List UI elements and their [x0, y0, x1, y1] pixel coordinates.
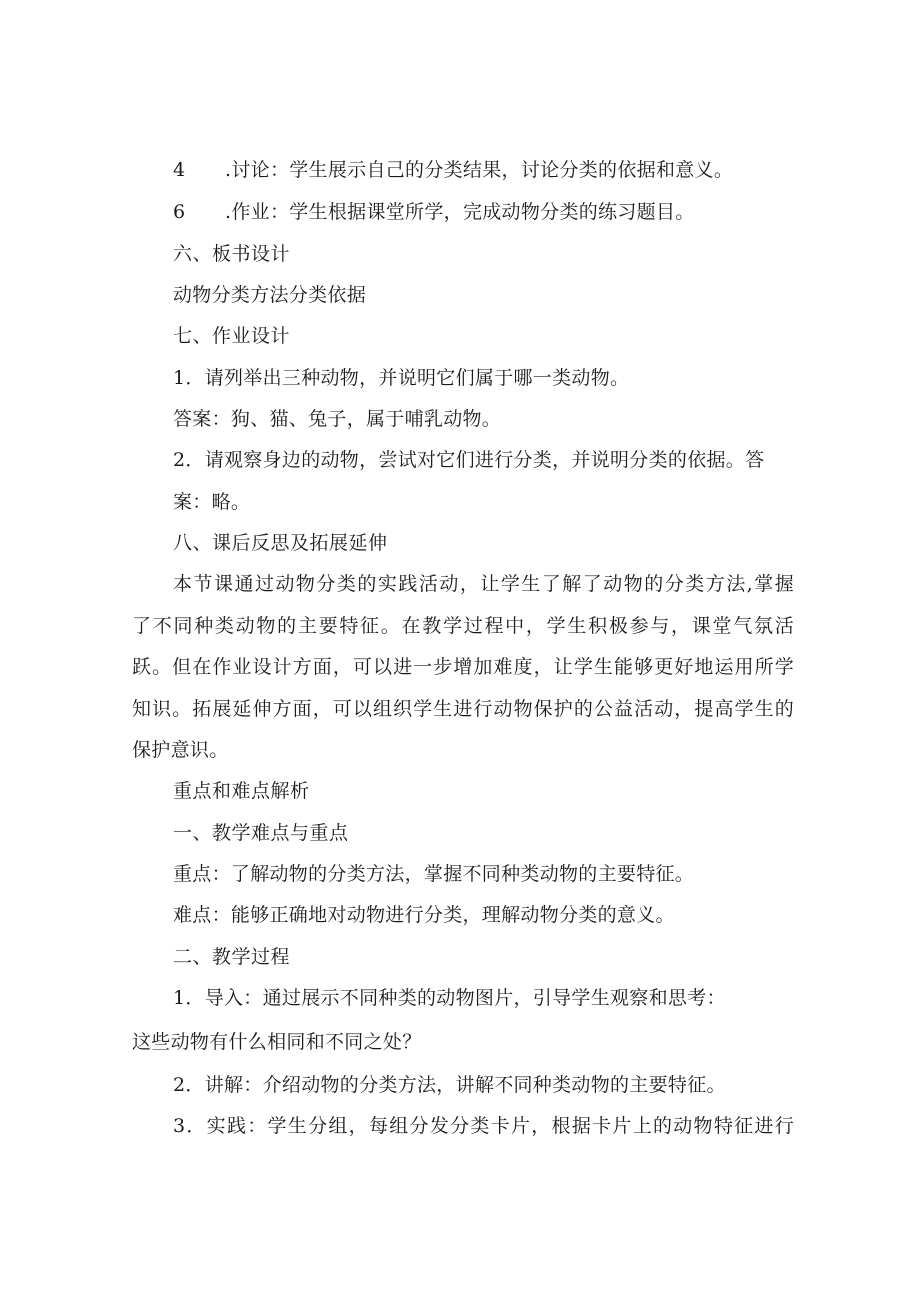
homework-answer-1: 答案：狗、猫、兔子，属于哺乳动物。 [173, 408, 502, 430]
reflection-paragraph-line-2: 了不同种类动物的主要特征。在教学过程中，学生积极参与，课堂气氛活 [132, 615, 794, 637]
homework-answer-2: 案：略。 [173, 491, 251, 513]
section-heading-board-design: 六、板书设计 [173, 243, 291, 265]
difficult-point-text: 难点：能够正确地对动物进行分类，理解动物分类的意义。 [173, 904, 675, 926]
section-heading-teaching-process: 二、教学过程 [173, 946, 291, 968]
process-step-2: 2．讲解：介绍动物的分类方法，讲解不同种类动物的主要特征。 [173, 1074, 726, 1096]
reflection-paragraph-line-5: 保护意识。 [132, 739, 229, 761]
section-heading-reflection: 八、课后反思及拓展延伸 [173, 532, 388, 554]
section-heading-homework-design: 七、作业设计 [173, 325, 291, 347]
step-text: .讨论：学生展示自己的分类结果，讨论分类的依据和意义。 [225, 159, 734, 181]
step-4-discussion [173, 158, 733, 182]
step-text: .作业：学生根据课堂所学，完成动物分类的练习题目。 [225, 201, 695, 223]
reflection-paragraph-line-1: 本节课通过动物分类的实践活动，让学生了解了动物的分类方法,掌握 [173, 573, 794, 595]
process-step-1: 1．导入：通过展示不同种类的动物图片，引导学生观察和思考： [173, 987, 726, 1009]
board-design-text: 动物分类方法分类依据 [173, 284, 367, 306]
reflection-paragraph-line-4: 知识。拓展延伸方面，可以组织学生进行动物保护的公益活动，提高学生的 [132, 698, 794, 720]
key-point-text: 重点：了解动物的分类方法，掌握不同种类动物的主要特征。 [173, 863, 695, 885]
step-number: 4 [173, 159, 186, 181]
homework-question-1: 1．请列举出三种动物，并说明它们属于哪一类动物。 [173, 367, 630, 389]
section-heading-teaching-difficulties: 一、教学难点与重点 [173, 822, 349, 844]
section-heading-key-difficult-analysis: 重点和难点解析 [173, 780, 310, 802]
process-step-1-continued: 这些动物有什么相同和不同之处？ [132, 1031, 422, 1053]
reflection-paragraph-line-3: 跃。但在作业设计方面，可以进一步增加难度，让学生能够更好地运用所学 [132, 656, 794, 678]
homework-question-2: 2．请观察身边的动物，尝试对它们进行分类，并说明分类的依据。答 [173, 449, 765, 471]
step-number: 6 [173, 201, 186, 223]
process-step-3: 3．实践：学生分组，每组分发分类卡片，根据卡片上的动物特征进行 [173, 1115, 794, 1137]
step-6-homework [173, 200, 695, 224]
